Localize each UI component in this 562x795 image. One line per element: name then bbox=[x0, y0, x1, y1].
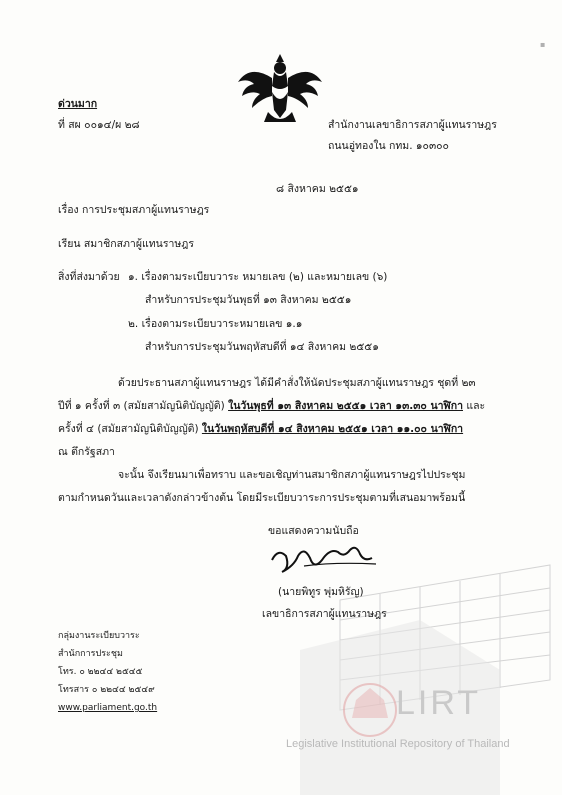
body-paragraph-2-line-1: จะนั้น จึงเรียนมาเพื่อทราบ และขอเชิญท่านสมาชิกสภาผู้แทนราษฎรไปประชุม bbox=[118, 469, 466, 481]
body-paragraph-1-line-2: ปีที่ ๑ ครั้งที่ ๓ (สมัยสามัญนิติบัญญัติ) ในวันพุธที่ ๑๓ สิงหาคม ๒๕๕๑ เวลา ๑๓.๓๐ นาฬิกา และ bbox=[58, 400, 486, 412]
reference-number: ที่ สผ ๐๐๑๔/ผ ๒๘ bbox=[58, 119, 140, 131]
body-paragraph-1-line-3: ครั้งที่ ๔ (สมัยสามัญนิติบัญญัติ) ในวันพฤหัสบดีที่ ๑๔ สิงหาคม ๒๕๕๑ เวลา ๑๑.๐๐ นาฬิกา bbox=[58, 423, 464, 435]
document-date: ๘ สิงหาคม ๒๕๕๑ bbox=[276, 183, 359, 195]
closing-salutation: ขอแสดงความนับถือ bbox=[268, 525, 359, 537]
footer-fax: โทรสาร ๐ ๒๒๔๔ ๒๕๔๙ bbox=[58, 685, 155, 695]
signer-name: (นายพิทูร พุ่มหิรัญ) bbox=[278, 586, 364, 598]
enclosure-item-2-detail: สำหรับการประชุมวันพฤหัสบดีที่ ๑๔ สิงหาคม ๒๕๕๑ bbox=[145, 341, 379, 353]
enclosures-label: สิ่งที่ส่งมาด้วย bbox=[58, 271, 120, 283]
signer-title: เลขาธิการสภาผู้แทนราษฎร bbox=[262, 608, 387, 620]
footer-department: กลุ่มงานระเบียบวาระ bbox=[58, 631, 140, 641]
corner-mark: ▪ bbox=[540, 40, 546, 49]
handwritten-signature bbox=[264, 538, 384, 580]
lirt-subtitle: Legislative Institutional Repository of Thailand bbox=[286, 738, 510, 750]
garuda-emblem-icon bbox=[236, 52, 324, 126]
enclosure-item-1: ๑. เรื่องตามระเบียบวาระ หมายเลข (๒) และหมายเลข (๖) bbox=[128, 271, 388, 283]
enclosure-item-2: ๒. เรื่องตามระเบียบวาระหมายเลข ๑.๑ bbox=[128, 318, 303, 330]
meeting-1-datetime: ในวันพุธที่ ๑๓ สิงหาคม ๒๕๕๑ เวลา ๑๓.๓๐ นาฬิกา bbox=[228, 400, 463, 412]
subject-line: เรื่อง การประชุมสภาผู้แทนราษฎร bbox=[58, 204, 210, 216]
office-name: สำนักงานเลขาธิการสภาผู้แทนราษฎร bbox=[328, 119, 497, 131]
body-paragraph-1-line-1: ด้วยประธานสภาผู้แทนราษฎร ได้มีคำสั่งให้นัดประชุมสภาผู้แทนราษฎร ชุดที่ ๒๓ bbox=[118, 377, 476, 389]
meeting-venue: ณ ตึกรัฐสภา bbox=[58, 446, 115, 458]
lirt-logo-text: LIRT bbox=[396, 684, 482, 722]
footer-division: สำนักการประชุม bbox=[58, 649, 123, 659]
footer-telephone: โทร. ๐ ๒๒๔๔ ๒๕๔๕ bbox=[58, 667, 143, 677]
footer-website-link[interactable]: www.parliament.go.th bbox=[58, 703, 158, 713]
body-paragraph-2-line-2: ตามกำหนดวันและเวลาดังกล่าวข้างต้น โดยมีระเบียบวาระการประชุมตามที่เสนอมาพร้อมนี้ bbox=[58, 492, 466, 504]
office-address: ถนนอู่ทองใน กทม. ๑๐๓๐๐ bbox=[328, 140, 449, 152]
urgency-label: ด่วนมาก bbox=[58, 98, 98, 110]
meeting-2-datetime: ในวันพฤหัสบดีที่ ๑๔ สิงหาคม ๒๕๕๑ เวลา ๑๑.๐๐ นาฬิกา bbox=[201, 423, 464, 435]
enclosure-item-1-detail: สำหรับการประชุมวันพุธที่ ๑๓ สิงหาคม ๒๕๕๑ bbox=[145, 294, 352, 306]
recipient-line: เรียน สมาชิกสภาผู้แทนราษฎร bbox=[58, 238, 194, 250]
